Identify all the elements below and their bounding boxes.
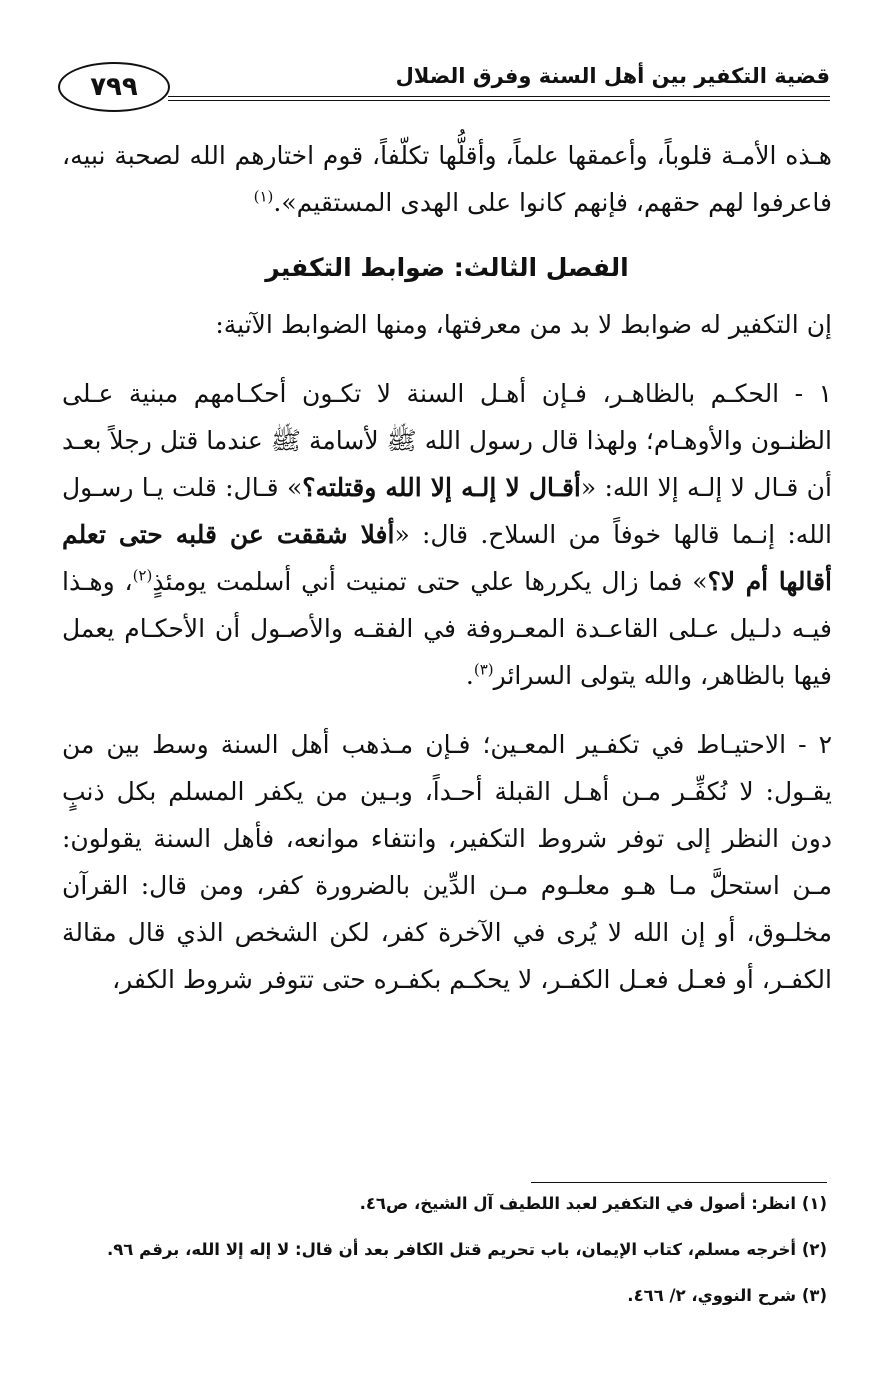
rule-two-paragraph: ٢ - الاحتيـاط في تكفـير المعـين؛ فـإن مـذهب أهل السنة وسط بين من يقـول: لا نُكفِّـر مـن أهـل القبلة أحـداً، وبـين من يكفر المسلم بكل ذنبٍ دون النظر إلى توفر شروط التكفير، وانتفاء موانعه، فأهل السنة يقولون: مـن استحلَّ مـا هـو معلـوم مـن الدِّين بالضرورة كفر، ومن قال: القرآن مخلـوق، أو إن الله لا يُرى في الآخرة كفر، لكن الشخص الذي قال مقالة الكفـر، أو فعـل فعـل الكفـر، لا يحكـم بكفـره حتى تتوفر شروط الكفر، [62,730,832,994]
hadith-quote-1: أقـال لا إلـه إلا الله وقتلته؟ [302,473,581,502]
footnote-2: (٢) أخرجه مسلم، كتاب الإيمان، باب تحريم قتل الكافر بعد أن قال: لا إله إلا الله، برقم ٩٦. [106,1240,827,1259]
footnote-ref: (٣) [473,660,494,679]
header-title: قضية التكفير بين أهل السنة وفرق الضلال [395,64,830,88]
footnote-ref: (١) [253,187,274,206]
header-double-rule [168,96,830,101]
page-body [62,132,832,1003]
page-number: ٧٩٩ [58,62,170,112]
footnote-ref: (٢) [132,566,153,585]
rule-one-text-e: » فما زال يكررها علي حتى تمنيت أني أسلمت يومئذٍ [152,567,708,596]
paragraph-text: هـذه الأمـة قلوباً، وأعمقها علماً، وأقلُّها تكلّفاً، قوم اختارهم الله لصحبة نبيه، فاعرفوا لهم حقهم، فإنهم كانوا على الهدى المستقيم». [62,141,832,217]
rule-one-text-a: ١ - الحكـم بالظاهـر، فـإن أهـل السنة لا تكـون أحكـامهم مبنية عـلى الظنـون والأوهـام؛ ولهذا قال رسول الله ﷺ لأسامة ﷺ عندما قتل رجلاً بعـد أن قـال لا إلـه إلا الله: « [62,379,832,502]
paragraph-continuation [62,132,832,226]
rule-one-text-c: » قـال: قلت يـا رسـول الله: إنـما قالها خوفاً من السلاح. قال: « [62,473,833,549]
footnote-3: (٣) شرح النووي، ٢/ ٤٦٦. [627,1286,827,1305]
intro-paragraph: إن التكفير له ضوابط لا بد من معرفتها، ومنها الضوابط الآتية: [215,310,832,339]
hadith-quote-2: أفلا شققت عن قلبه حتى تعلم أقالها أم لا؟ [62,520,832,596]
rule-one-paragraph [62,370,832,699]
footnote-1: (١) انظر: أصول في التكفير لعبد اللطيف آل الشيخ، ص٤٦. [359,1194,827,1213]
rule-one-text-f: ، وهـذا فيـه دلـيل عـلى القاعـدة المعـروفة في الفقـه والأصـول أن الأحكـام يعمل فيها بالظاهر، والله يتولى السرائر [62,567,832,690]
section-heading: الفصل الثالث: ضوابط التكفير [265,253,629,282]
rule-one-text-g: . [465,661,474,690]
running-header [58,58,830,114]
footnote-separator [531,1182,827,1183]
footnotes [57,1192,827,1330]
